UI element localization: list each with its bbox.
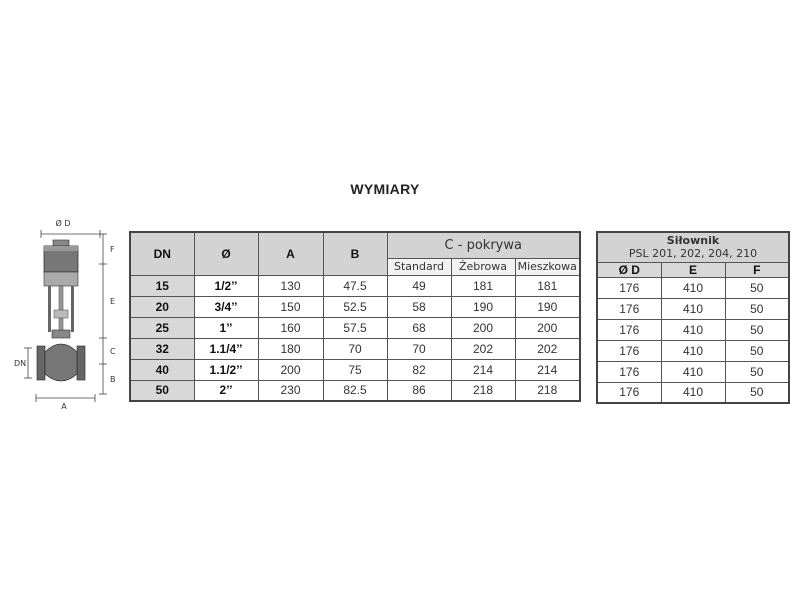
c-zebrowa-cell: 181 [451,275,515,296]
f-cell: 50 [725,298,789,319]
c-standard-cell: 82 [387,359,451,380]
a-cell: 130 [258,275,323,296]
header-c-pokrywa: C - pokrywa [387,232,580,258]
e-cell: 410 [661,298,725,319]
drawing-label-d: Ø D [55,219,71,228]
drawing-label-e: E [110,297,116,306]
c-standard-cell: 86 [387,380,451,401]
e-cell: 410 [661,277,725,298]
b-cell: 82.5 [323,380,387,401]
dimensions-table [129,231,581,402]
c-mieszkowa-cell: 218 [515,380,580,401]
c-zebrowa-cell: 214 [451,359,515,380]
diameter-cell: 1/2’’ [194,275,258,296]
table-row [130,296,580,317]
dn-cell: 50 [130,380,194,401]
c-mieszkowa-cell: 190 [515,296,580,317]
subheader-standard: Standard [387,258,451,275]
d-cell: 176 [597,277,661,298]
c-standard-cell: 49 [387,275,451,296]
a-cell: 200 [258,359,323,380]
b-cell: 47.5 [323,275,387,296]
e-cell: 410 [661,382,725,403]
c-zebrowa-cell: 190 [451,296,515,317]
b-cell: 70 [323,338,387,359]
diameter-cell: 1’’ [194,317,258,338]
diameter-cell: 1.1/2’’ [194,359,258,380]
drawing-label-c: C [110,347,116,356]
c-zebrowa-cell: 218 [451,380,515,401]
f-cell: 50 [725,361,789,382]
valve-dimension-drawing [8,212,126,412]
e-cell: 410 [661,361,725,382]
actuator-title-line2: PSL 201, 202, 204, 210 [628,247,758,261]
dn-cell: 25 [130,317,194,338]
c-mieszkowa-cell: 200 [515,317,580,338]
header-dn: DN [130,232,194,275]
d-cell: 176 [597,319,661,340]
d-cell: 176 [597,382,661,403]
table-row [597,361,789,382]
c-standard-cell: 68 [387,317,451,338]
table-row [597,319,789,340]
a-cell: 160 [258,317,323,338]
table-row [130,359,580,380]
header-diameter: Ø [194,232,258,275]
a-cell: 230 [258,380,323,401]
diameter-cell: 2’’ [194,380,258,401]
subheader-zebrowa: Żebrowa [451,258,515,275]
a-cell: 150 [258,296,323,317]
header-a: A [258,232,323,275]
dn-cell: 40 [130,359,194,380]
c-mieszkowa-cell: 202 [515,338,580,359]
table-row [130,338,580,359]
c-standard-cell: 70 [387,338,451,359]
table-row [130,275,580,296]
drawing-label-b: B [110,375,116,384]
f-cell: 50 [725,277,789,298]
b-cell: 52.5 [323,296,387,317]
actuator-header-e: E [661,262,725,277]
dn-cell: 20 [130,296,194,317]
actuator-title [597,232,789,262]
c-mieszkowa-cell: 181 [515,275,580,296]
table-row [130,380,580,401]
table-row [597,382,789,403]
diameter-cell: 3/4’’ [194,296,258,317]
c-zebrowa-cell: 200 [451,317,515,338]
c-zebrowa-cell: 202 [451,338,515,359]
actuator-title-line1: Siłownik [666,234,720,248]
drawing-label-f: F [110,245,115,254]
table-row [597,298,789,319]
f-cell: 50 [725,340,789,361]
b-cell: 75 [323,359,387,380]
table-row [597,340,789,361]
table-row [597,277,789,298]
actuator-table [596,231,790,404]
a-cell: 180 [258,338,323,359]
d-cell: 176 [597,340,661,361]
drawing-label-a: A [61,402,67,411]
f-cell: 50 [725,382,789,403]
subheader-mieszkowa: Mieszkowa [515,258,580,275]
d-cell: 176 [597,361,661,382]
page-title: WYMIARY [350,181,420,197]
drawing-label-dn: DN [14,359,27,368]
dn-cell: 32 [130,338,194,359]
header-b: B [323,232,387,275]
diameter-cell: 1.1/4’’ [194,338,258,359]
b-cell: 57.5 [323,317,387,338]
actuator-header-d: Ø D [597,262,661,277]
e-cell: 410 [661,319,725,340]
actuator-header-f: F [725,262,789,277]
d-cell: 176 [597,298,661,319]
c-standard-cell: 58 [387,296,451,317]
f-cell: 50 [725,319,789,340]
dn-cell: 15 [130,275,194,296]
table-row [130,317,580,338]
c-mieszkowa-cell: 214 [515,359,580,380]
e-cell: 410 [661,340,725,361]
